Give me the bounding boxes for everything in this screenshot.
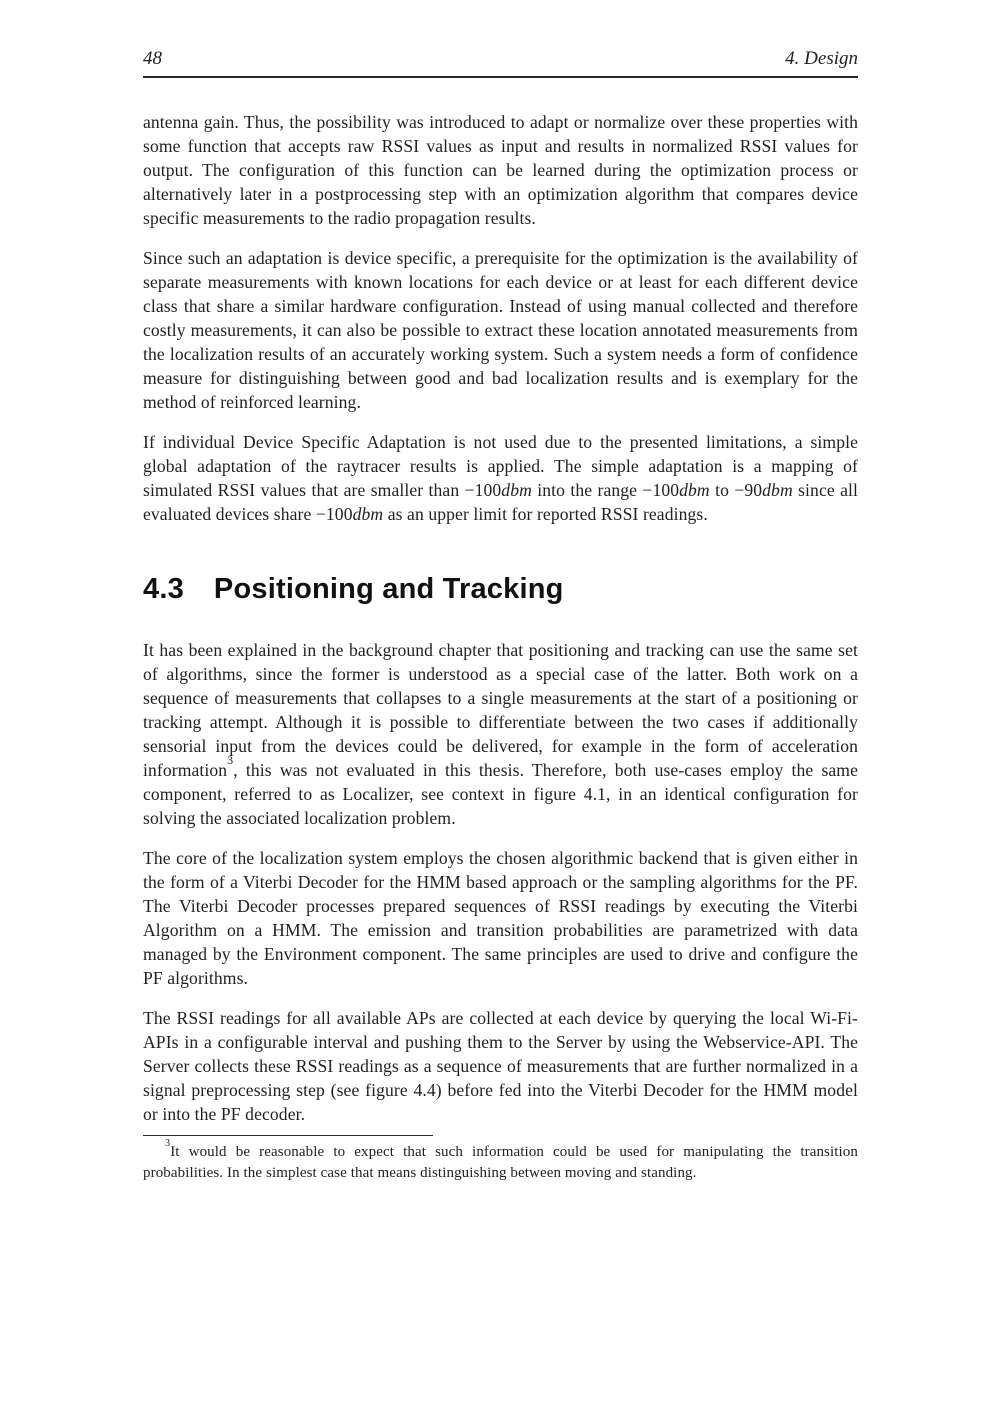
body-paragraph-global-adaptation: If individual Device Specific Adaptation is not used due to the presented limitations, a simple global adaptation of the raytracer results is applied. The simple adaptation is a mapping of simulated RSSI values that are smaller than −100dbm into the range −100dbm to −90dbm since all evaluated devices share −100dbm as an upper limit for reported RSSI readings. xyxy=(143,432,858,524)
header-rule xyxy=(143,76,858,78)
footnote-area xyxy=(143,1135,858,1184)
body-text-block xyxy=(143,110,858,1184)
body-paragraph-localization-core: The core of the localization system employs the chosen algorithmic backend that is given either in the form of a Viterbi Decoder for the HMM based approach or the sampling algorithms for the PF. The Viterbi Decoder processes prepared sequences of RSSI readings by executing the Viterbi Algorithm on a HMM. The emission and transition probabilities are parametrized with data managed by the Environment component. The same principles are used to drive and configure the PF algorithms. xyxy=(143,848,858,988)
page-number: 48 xyxy=(143,48,162,69)
footnote-text: $^3$It would be reasonable to expect that such information could be used for manipulating the transition probabilities. In the simplest case that means distinguishing between moving and standing. xyxy=(143,1137,858,1182)
section-title: Positioning and Tracking xyxy=(213,573,564,605)
section-heading xyxy=(143,570,858,608)
footnote-rule xyxy=(143,1135,433,1136)
chapter-title: 4. Design xyxy=(785,48,858,69)
body-paragraph-rssi-readings: The RSSI readings for all available APs are collected at each device by querying the local Wi-Fi-APIs in a configurable interval and pushing them to the Server by using the Webservice-API. The Server collects these RSSI readings as a sequence of measurements that are further normalized in a signal preprocessing step (see figure 4.4) before fed into the Viterbi Decoder for the HMM model or into the PF decoder. xyxy=(143,1008,858,1124)
body-paragraph-positioning-tracking: It has been explained in the background chapter that positioning and tracking can use the same set of algorithms, since the former is understood as a special case of the latter. Both work on a sequence of measurements that collapses to a single measurements at the start of a positioning or tracking attempt. Although it is possible to differentiate between the two cases if additionally sensorial input from the devices could be delivered, for example in the form of acceleration information$^3$, this was not evaluated in this thesis. Therefore, both use-cases employ the same component, referred to as Localizer, see context in figure 4.1, in an identical configuration for solving the associated localization problem. xyxy=(143,640,858,828)
body-paragraph-device-adaptation: Since such an adaptation is device specific, a prerequisite for the optimization is the availability of separate measurements with known locations for each device or at least for each different device class that share a similar hardware configuration. Instead of using manual collected and therefore costly measurements, it can also be possible to extract these location annotated measurements from the localization results of an accurately working system. Such a system needs a form of confidence measure for distinguishing between good and bad localization results and is exemplary for the method of reinforced learning. xyxy=(143,248,858,412)
section-number: 4.3 xyxy=(143,573,184,605)
body-paragraph-antenna-gain: antenna gain. Thus, the possibility was introduced to adapt or normalize over these properties with some function that accepts raw RSSI values as input and results in normalized RSSI values for output. The configuration of this function can be learned during the optimization process or alternatively later in a postprocessing step with an optimization algorithm that compares device specific measurements to the radio propagation results. xyxy=(143,112,858,228)
running-header xyxy=(143,48,858,70)
